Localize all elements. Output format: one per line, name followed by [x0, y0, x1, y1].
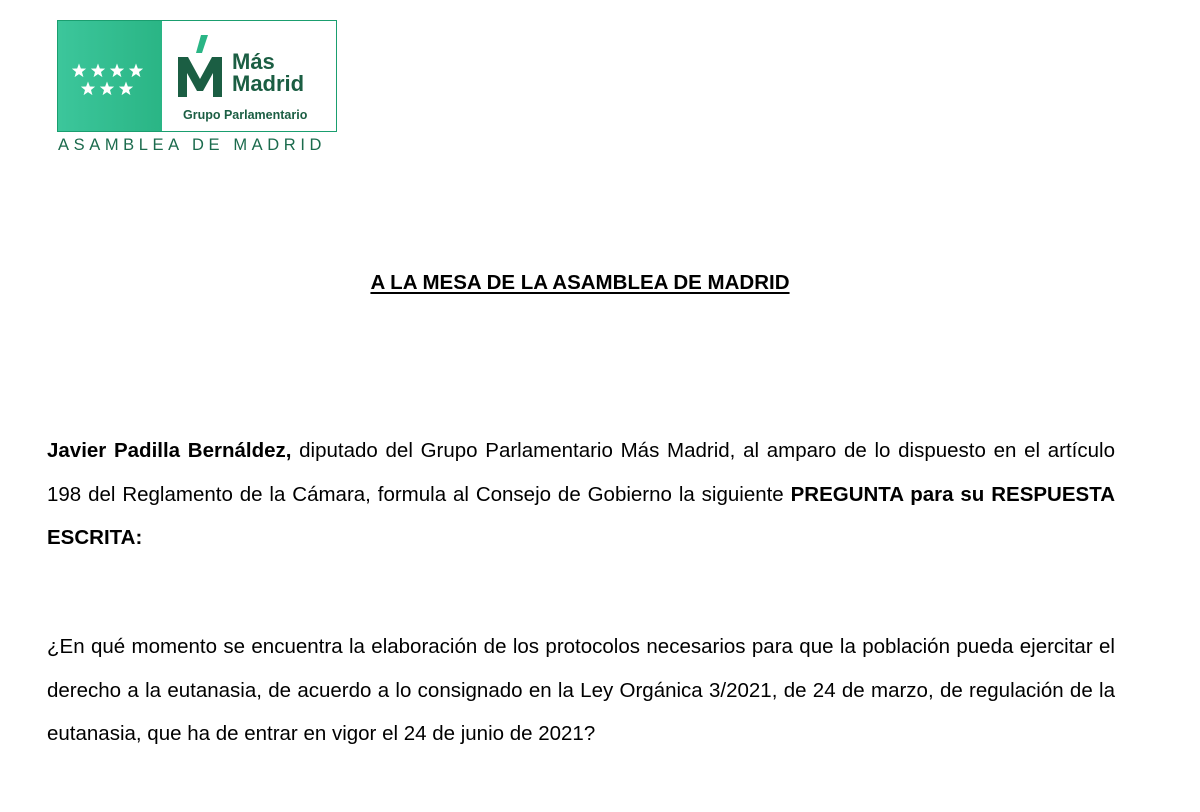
star-icon [129, 64, 143, 78]
intro-paragraph [47, 429, 1115, 560]
brand-name: Más Madrid [232, 49, 305, 96]
star-icon [91, 64, 105, 78]
document-heading: A LA MESA DE LA ASAMBLEA DE MADRID [370, 271, 790, 294]
star-icon [100, 82, 114, 96]
star-icon [72, 64, 86, 78]
star-icon [110, 64, 124, 78]
logo-frame [57, 20, 337, 132]
request-label: PREGUNTA para su RESPUESTA ESCRITA: [47, 482, 1115, 549]
star-icon [119, 82, 133, 96]
mas-madrid-m-logo [172, 35, 232, 105]
stars-group [58, 21, 162, 131]
deputy-name: Javier Padilla Bernáldez, [47, 439, 292, 462]
intro-text: diputado del Grupo Parlamentario Más Madrid, al amparo de lo dispuesto en el artículo 198 del Reglamento de la Cámara, formula al Consejo de Gobierno la siguiente [47, 439, 1115, 506]
assembly-caption: ASAMBLEA DE MADRID [58, 136, 327, 154]
community-of-madrid-flag [58, 21, 162, 131]
header-logo [57, 20, 339, 160]
question-paragraph: ¿En qué momento se encuentra la elaboración de los protocolos necesarios para que la población pueda ejercitar el derecho a la eutanasia, de acuerdo a lo consignado en la Ley Orgánica 3/2021, de 24 de marzo, de regulación de la eutanasia, que ha de entrar en vigor el 24 de junio de 2021? [47, 635, 1115, 745]
mas-madrid-logo [172, 35, 342, 125]
group-label: Grupo Parlamentario [183, 108, 308, 122]
star-icon [81, 82, 95, 96]
